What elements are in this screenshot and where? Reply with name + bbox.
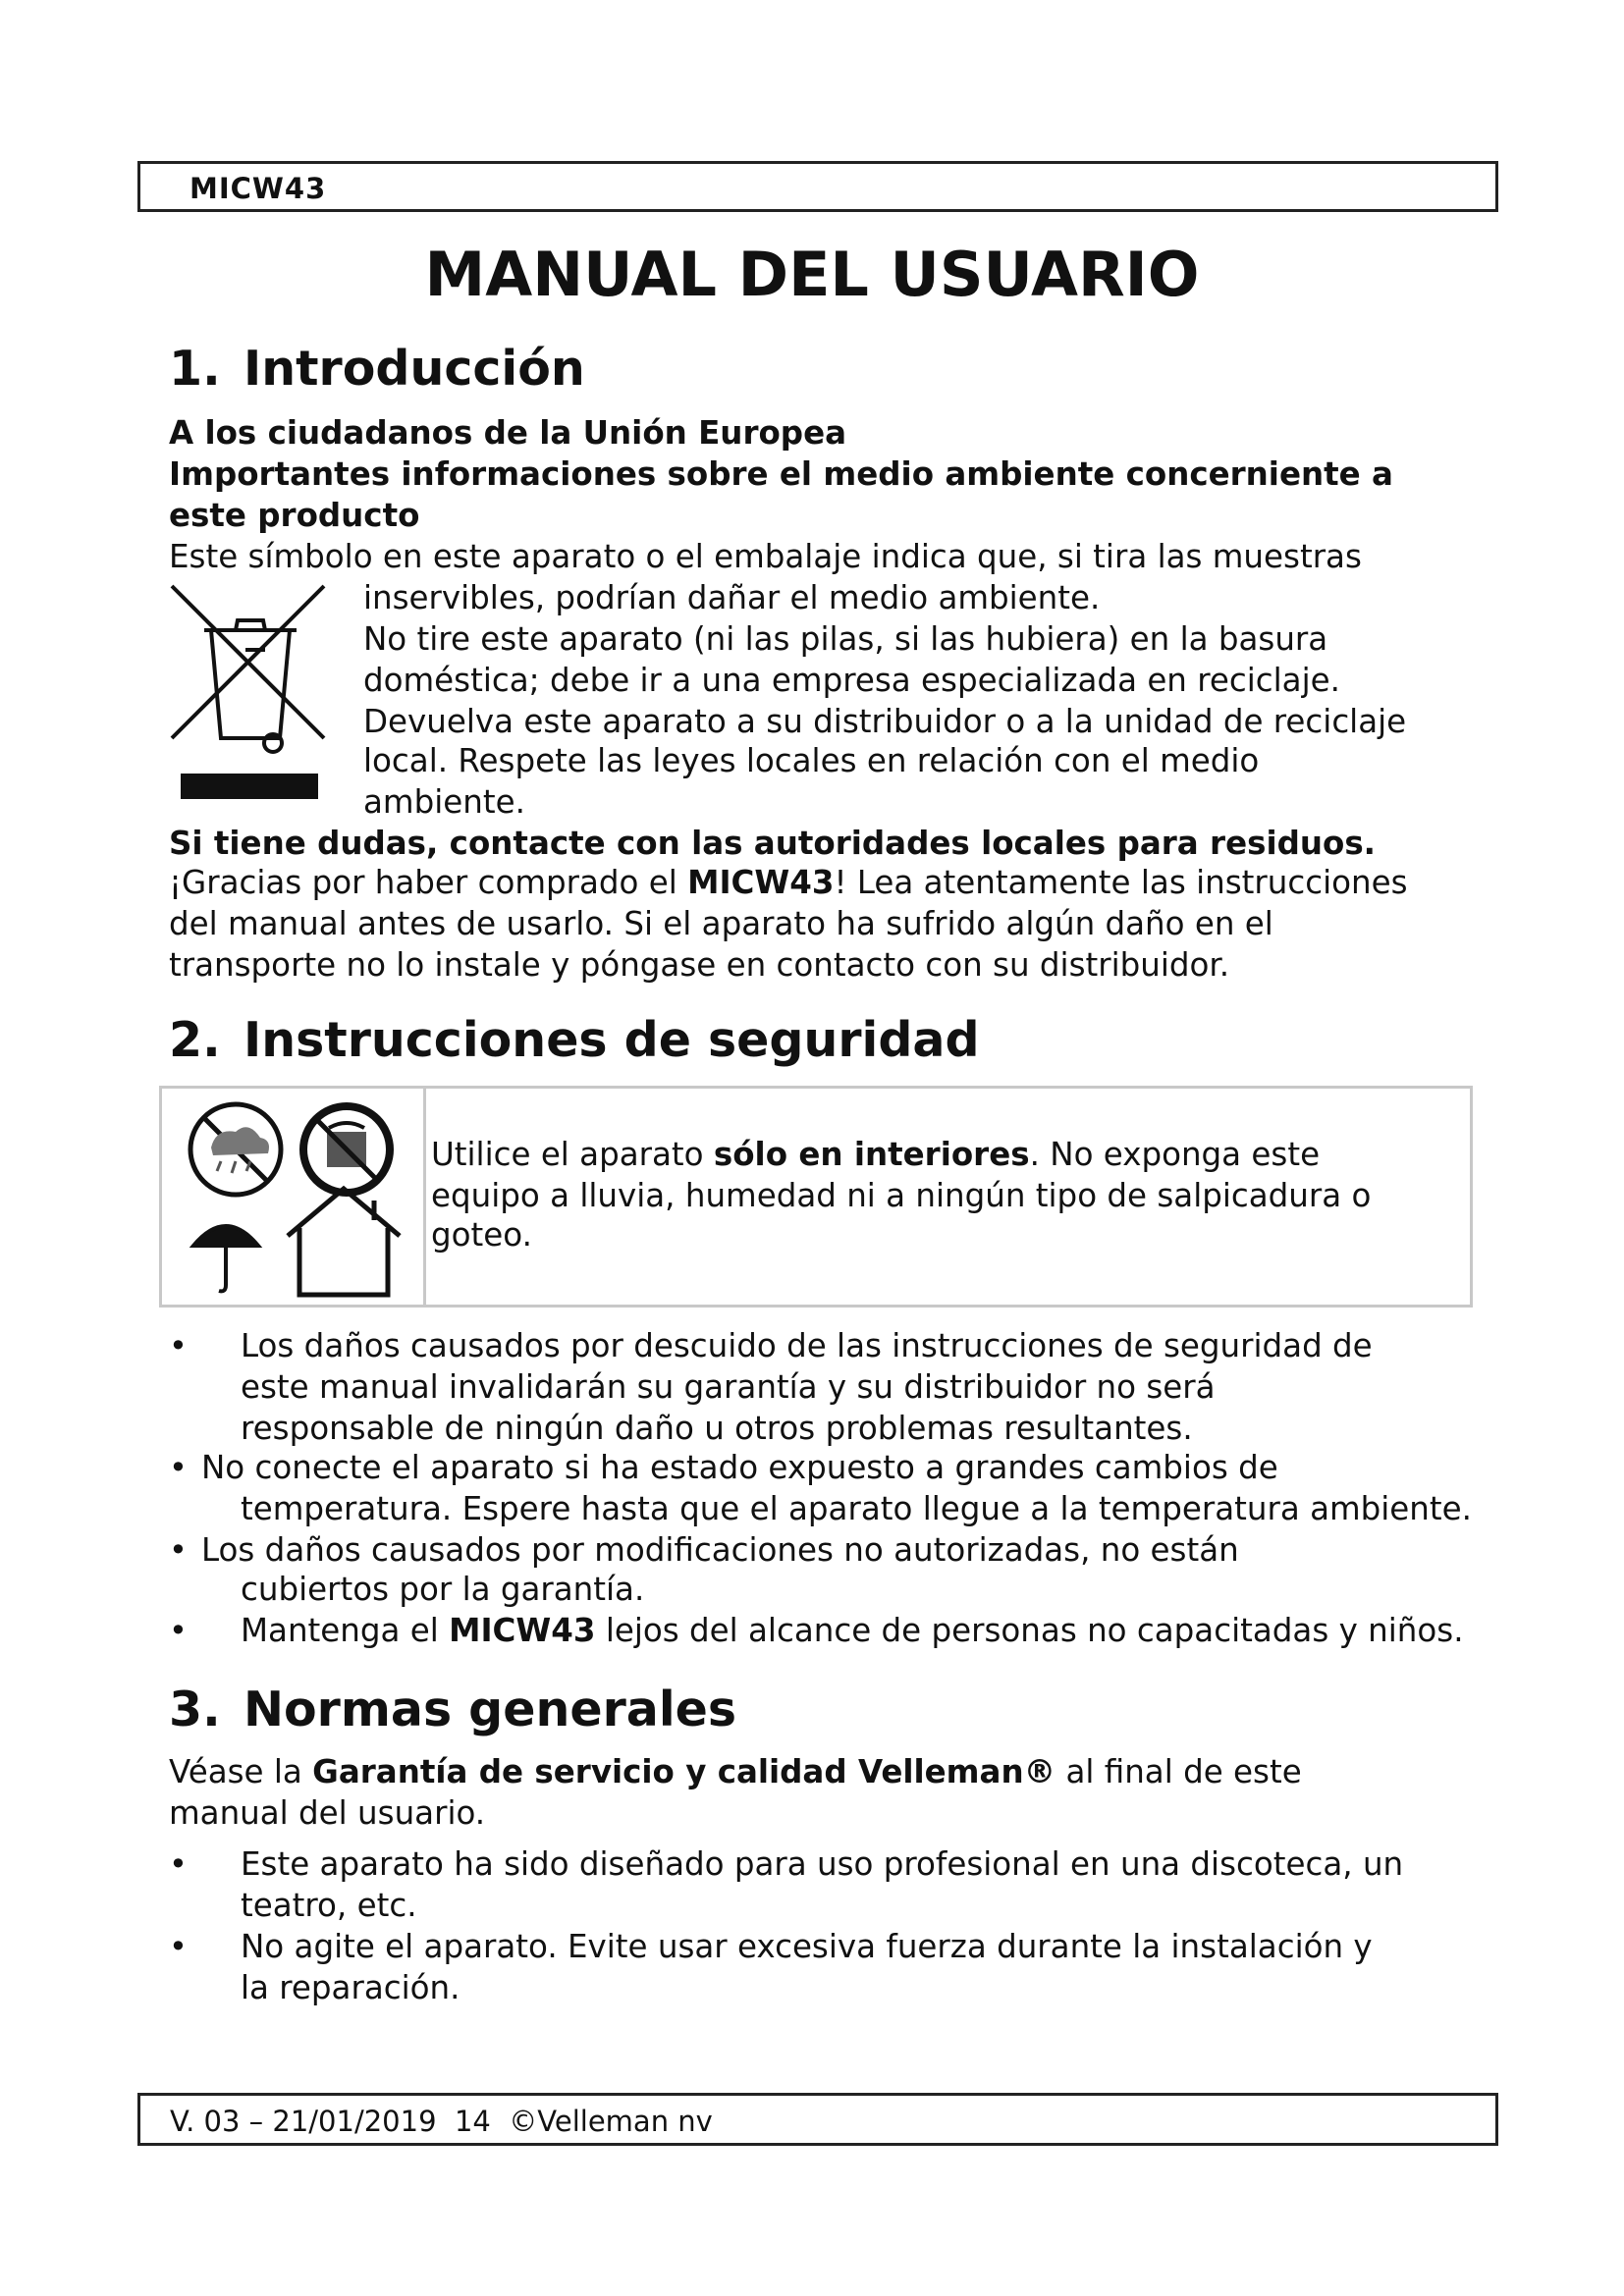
section2-heading	[169, 1011, 980, 1070]
page-title: MANUAL DEL USUARIO	[424, 239, 1200, 310]
safety-box-divider	[423, 1089, 426, 1305]
list-item	[169, 1325, 188, 1366]
section1-number: 1.	[169, 341, 221, 397]
section3-heading	[169, 1681, 736, 1739]
section3-number: 3.	[169, 1682, 221, 1737]
eu-title: A los ciudadanos de la Unión Europea	[169, 414, 847, 452]
safety-bullet2-line2: temperatura. Espere hasta que el aparato llegue a la temperatura ambiente.	[241, 1490, 1472, 1527]
intro-line-1: Este símbolo en este aparato o el embalaje indica que, si tira las muestras	[169, 538, 1362, 575]
safety-pictograms-icon	[182, 1098, 407, 1301]
list-item	[169, 1843, 188, 1885]
weee-bin-icon	[167, 581, 334, 817]
header-model: MICW43	[189, 172, 327, 205]
intro-line-3: No tire este aparato (ni las pilas, si las hubiera) en la basura	[363, 620, 1328, 658]
safety-bullet3-line2: cubiertos por la garantía.	[241, 1571, 645, 1608]
general-intro-line1: Véase la Garantía de servicio y calidad Velleman® al final de este	[169, 1753, 1302, 1790]
section1-heading	[169, 340, 585, 399]
bullet-dot: •	[169, 1327, 188, 1364]
bullet4-model: MICW43	[449, 1612, 596, 1649]
indoor-only-emphasis: sólo en interiores	[713, 1136, 1030, 1173]
bullet-dot: •	[169, 1449, 188, 1486]
general-bullet2-line2: la reparación.	[241, 1969, 460, 2006]
general-bullet1-line2: teatro, etc.	[241, 1887, 417, 1924]
bullet-dot: •	[169, 1845, 188, 1883]
section1-heading-text: Introducción	[244, 341, 585, 397]
env-title-line1: Importantes informaciones sobre el medio ambiente concerniente a	[169, 455, 1393, 493]
general-bullet2-line1: No agite el aparato. Evite usar excesiva fuerza durante la instalación y	[241, 1928, 1373, 1965]
safety-bullet1-line1: Los daños causados por descuido de las instrucciones de seguridad de	[241, 1327, 1373, 1364]
intro-line-7: ambiente.	[363, 783, 525, 821]
env-title-line2: este producto	[169, 497, 420, 534]
safety-bullet1-line2: este manual invalidarán su garantía y su distribuidor no será	[241, 1368, 1216, 1406]
safety-bullet1-line3: responsable de ningún daño u otros problemas resultantes.	[241, 1410, 1193, 1447]
list-item	[169, 1529, 188, 1571]
bullet-dot: •	[169, 1531, 188, 1569]
safety-bullet2-line1: No conecte el aparato si ha estado expuesto a grandes cambios de	[201, 1449, 1278, 1486]
list-item	[169, 1926, 188, 1967]
list-item	[169, 1610, 188, 1651]
list-item	[169, 1447, 188, 1488]
footer-text: V. 03 – 21/01/2019 14 ©Velleman nv	[170, 2105, 713, 2138]
intro-line-4: doméstica; debe ir a una empresa especializada en reciclaje.	[363, 662, 1340, 699]
intro-line-2: inservibles, podrían dañar el medio ambiente.	[363, 579, 1101, 616]
bullet-dot: •	[169, 1928, 188, 1965]
thanks-line-2: del manual antes de usarlo. Si el aparato ha sufrido algún daño en el	[169, 905, 1273, 942]
intro-line-6: local. Respete las leyes locales en relación con el medio	[363, 742, 1260, 779]
thanks-line-1: ¡Gracias por haber comprado el MICW43! Lea atentamente las instrucciones	[169, 864, 1408, 901]
bullet-dot: •	[169, 1612, 188, 1649]
intro-line-5: Devuelva este aparato a su distribuidor o a la unidad de reciclaje	[363, 703, 1407, 740]
header-box	[137, 161, 1498, 212]
safety-bullet3-line1: Los daños causados por modificaciones no autorizadas, no están	[201, 1531, 1239, 1569]
safety-box-line-2: equipo a lluvia, humedad ni a ningún tipo de salpicadura o	[431, 1177, 1372, 1214]
section2-number: 2.	[169, 1012, 221, 1068]
doubts-line: Si tiene dudas, contacte con las autoridades locales para residuos.	[169, 825, 1377, 862]
section3-heading-text: Normas generales	[244, 1682, 737, 1737]
warranty-reference: Garantía de servicio y calidad Velleman®	[312, 1753, 1056, 1790]
safety-box	[159, 1086, 1473, 1308]
thanks-line-3: transporte no lo instale y póngase en contacto con su distribuidor.	[169, 946, 1230, 984]
safety-box-line-1: Utilice el aparato sólo en interiores. No exponga este	[431, 1136, 1321, 1173]
section2-heading-text: Instrucciones de seguridad	[244, 1012, 980, 1068]
footer-box	[137, 2093, 1498, 2146]
general-intro-line2: manual del usuario.	[169, 1794, 486, 1832]
safety-bullet4-line1: Mantenga el MICW43 lejos del alcance de personas no capacitadas y niños.	[241, 1612, 1464, 1649]
general-bullet1-line1: Este aparato ha sido diseñado para uso profesional en una discoteca, un	[241, 1845, 1404, 1883]
safety-box-line-3: goteo.	[431, 1216, 532, 1254]
thanks-model: MICW43	[687, 864, 835, 901]
